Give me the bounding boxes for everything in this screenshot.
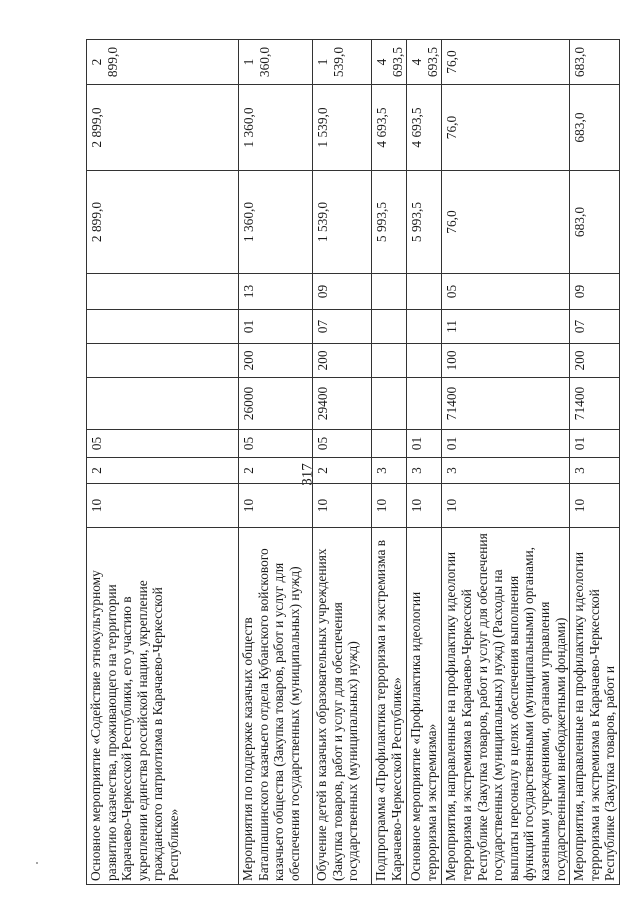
value-cell: 4 693,5	[407, 40, 442, 85]
code-cell: 3	[570, 458, 620, 484]
code-cell	[407, 378, 442, 430]
code-cell: 09	[570, 274, 620, 310]
code-cell: 10	[407, 484, 442, 528]
code-cell: 200	[313, 344, 372, 378]
code-cell: 10	[570, 484, 620, 528]
code-cell: 05	[87, 430, 239, 458]
value-cell: 683,0	[570, 85, 620, 171]
code-cell	[372, 430, 407, 458]
table-row	[407, 40, 442, 885]
code-cell: 01	[407, 430, 442, 458]
code-cell	[372, 378, 407, 430]
code-cell: 01	[442, 430, 570, 458]
code-cell: 10	[87, 484, 239, 528]
code-cell: 3	[372, 458, 407, 484]
code-cell	[407, 310, 442, 344]
table-row	[372, 40, 407, 885]
row-description: Мероприятия по поддержке казачьих обществ Баталпашинского казачьего отдела Кубанского войскового казачьего общества (Закупка товаров, работ и услуг для обеспечения государственных (муниципальных) нужд)	[239, 528, 313, 885]
code-cell: 71400	[570, 378, 620, 430]
code-cell: 01	[570, 430, 620, 458]
code-cell: 01	[239, 310, 313, 344]
code-cell	[407, 344, 442, 378]
code-cell	[372, 344, 407, 378]
code-cell: 200	[239, 344, 313, 378]
rotated-page-content	[86, 40, 618, 885]
code-cell: 2	[87, 458, 239, 484]
code-cell	[407, 274, 442, 310]
code-cell: 2	[239, 458, 313, 484]
code-cell: 200	[570, 344, 620, 378]
code-cell	[87, 344, 239, 378]
value-cell: 4 693,5	[407, 85, 442, 171]
value-cell: 5 993,5	[372, 171, 407, 274]
row-description: Обучение детей в казачьих образовательных учреждениях (Закупка товаров, работ и услуг для обеспечения государственных (муниципальных) нужд)	[313, 528, 372, 885]
table-row	[313, 40, 372, 885]
value-cell: 1 539,0	[313, 171, 372, 274]
value-cell: 76,0	[442, 40, 570, 85]
value-cell: 2 899,0	[87, 40, 239, 85]
table-row	[442, 40, 570, 885]
value-cell: 1 360,0	[239, 85, 313, 171]
code-cell: 13	[239, 274, 313, 310]
code-cell: 26000	[239, 378, 313, 430]
code-cell: 07	[313, 310, 372, 344]
code-cell: 2	[313, 458, 372, 484]
scan-speck	[36, 862, 38, 864]
row-description: Мероприятия, направленные на профилактику идеологии терроризма и экстремизма в Карачаево-Черкесской Республике (Закупка товаров, работ и услуг для обеспечения государственных (муниципальных) нужд) (Расходы на выплаты персоналу в целях обеспечения выполнения функций государственными (муниципальными) органами, казенными учреждениями, органами управления государственными внебюджетными фондами)	[442, 528, 570, 885]
code-cell: 3	[407, 458, 442, 484]
code-cell: 09	[313, 274, 372, 310]
budget-table-area	[86, 40, 618, 885]
table-row	[87, 40, 239, 885]
value-cell: 4 693,5	[372, 40, 407, 85]
code-cell	[87, 378, 239, 430]
value-cell: 683,0	[570, 40, 620, 85]
budget-table	[86, 39, 620, 885]
value-cell: 1 539,0	[313, 85, 372, 171]
code-cell	[87, 310, 239, 344]
code-cell: 10	[442, 484, 570, 528]
code-cell	[87, 274, 239, 310]
code-cell: 05	[239, 430, 313, 458]
code-cell: 10	[239, 484, 313, 528]
value-cell: 1 360,0	[239, 171, 313, 274]
code-cell: 10	[372, 484, 407, 528]
value-cell: 4 693,5	[372, 85, 407, 171]
code-cell: 100	[442, 344, 570, 378]
value-cell: 1 360,0	[239, 40, 313, 85]
code-cell	[372, 310, 407, 344]
row-description: Мероприятия, направленные на профилактику идеологии терроризма и экстремизма в Карачаево-Черкесской Республике (Закупка товаров, работ и	[570, 528, 620, 885]
code-cell: 05	[442, 274, 570, 310]
table-row	[570, 40, 620, 885]
value-cell: 1 539,0	[313, 40, 372, 85]
row-description: Основное мероприятие «Профилактика идеологии терроризма и экстремизма»	[407, 528, 442, 885]
value-cell: 76,0	[442, 85, 570, 171]
code-cell: 71400	[442, 378, 570, 430]
row-description: Основное мероприятие «Содействие этнокультурному развитию казачества, проживающего на территории Карачаево-Черкесской Республики, его участию в укреплении единства российской нации, укрепление гражданского патриотизма в Карачаево-Черкесской Республике»	[87, 528, 239, 885]
value-cell: 2 899,0	[87, 171, 239, 274]
value-cell: 683,0	[570, 171, 620, 274]
code-cell: 29400	[313, 378, 372, 430]
row-description: Подпрограмма «Профилактика терроризма и экстремизма в Карачаево-Черкесской Республике»	[372, 528, 407, 885]
code-cell	[372, 274, 407, 310]
value-cell: 2 899,0	[87, 85, 239, 171]
page-number: 317	[299, 463, 316, 486]
code-cell: 10	[313, 484, 372, 528]
value-cell: 76,0	[442, 171, 570, 274]
code-cell: 11	[442, 310, 570, 344]
table-row	[239, 40, 313, 885]
value-cell: 5 993,5	[407, 171, 442, 274]
code-cell: 07	[570, 310, 620, 344]
code-cell: 3	[442, 458, 570, 484]
code-cell: 05	[313, 430, 372, 458]
